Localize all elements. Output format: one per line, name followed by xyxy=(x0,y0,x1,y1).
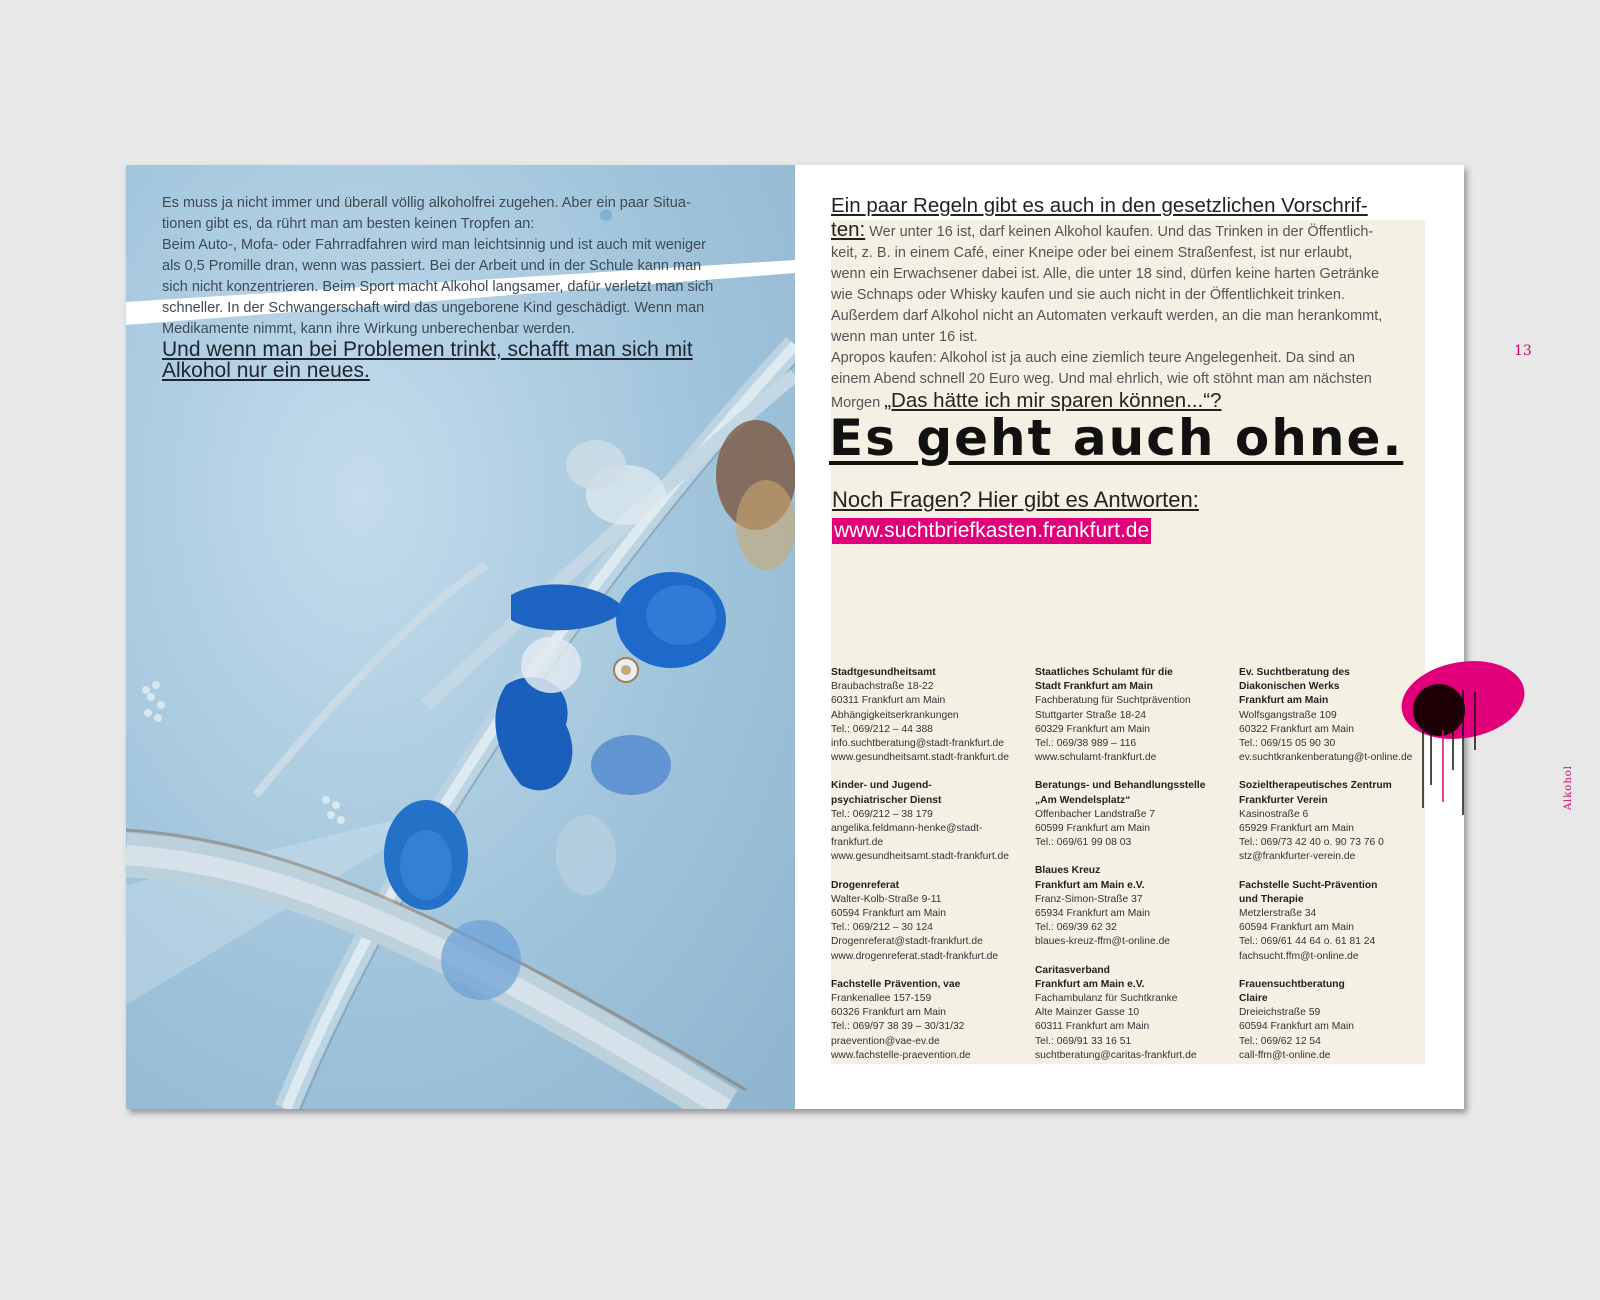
intro-line: wenn ein Erwachsener dabei ist. Alle, die unter 18 sind, dürfen keine harten Getränke xyxy=(831,266,1380,282)
contact-name: Frankfurt am Main e.V. xyxy=(1035,879,1145,891)
contact-line: Metzlerstraße 34 xyxy=(1239,908,1317,920)
contact-line[interactable]: blaues-kreuz-ffm@t-online.de xyxy=(1035,936,1171,948)
contact-name: Ev. Suchtberatung des xyxy=(1239,667,1350,678)
intro-line: wie Schnaps oder Whisky kaufen und sie auch nicht in der Öffentlichkeit trinken. xyxy=(831,287,1345,303)
contact-line: 60326 Frankfurt am Main xyxy=(831,1007,947,1019)
contact-name: Frankfurt am Main e.V. xyxy=(1035,978,1145,990)
contact-line: 60311 Frankfurt am Main xyxy=(1035,1021,1150,1033)
contact-line[interactable]: angelika.feldmann-henke@stadt- xyxy=(831,823,983,835)
contact-line: Tel.: 069/38 989 – 116 xyxy=(1035,738,1137,750)
contact-name: und Therapie xyxy=(1239,893,1304,905)
contact-name: „Am Wendelsplatz“ xyxy=(1035,794,1131,806)
contact-line: Tel.: 069/91 33 16 51 xyxy=(1035,1035,1132,1047)
questions-line: Noch Fragen? Hier gibt es Antworten: xyxy=(832,487,1199,512)
contact-entry xyxy=(1035,864,1235,949)
intro-line xyxy=(831,219,1425,243)
contact-line: Wolfsgangstraße 109 xyxy=(1239,709,1337,721)
contact-line[interactable]: stz@frankfurter-verein.de xyxy=(1239,851,1356,863)
contact-line: 60311 Frankfurt am Main xyxy=(831,695,946,707)
contact-line[interactable]: suchtberatung@caritas-frankfurt.de xyxy=(1035,1049,1197,1061)
contact-line[interactable]: info.suchtberatung@stadt-frankfurt.de xyxy=(831,738,1005,750)
contact-line[interactable]: praevention@vae-ev.de xyxy=(831,1035,940,1047)
contact-line[interactable]: www.gesundheitsamt.stadt-frankfurt.de xyxy=(831,851,1009,863)
contact-line[interactable]: call-ffm@t-online.de xyxy=(1239,1049,1331,1061)
contact-name: Caritasverband xyxy=(1035,964,1110,976)
contact-line: Tel.: 069/39 62 32 xyxy=(1035,922,1117,934)
contact-line[interactable]: Drogenreferat@stadt-frankfurt.de xyxy=(831,936,983,948)
contact-line: Tel.: 069/61 99 08 03 xyxy=(1035,837,1132,849)
contact-name: Claire xyxy=(1239,993,1268,1005)
contact-line: Tel.: 069/62 12 54 xyxy=(1239,1035,1321,1047)
contact-name: Stadtgesundheitsamt xyxy=(831,667,936,678)
contact-line: Stuttgarter Straße 18-24 xyxy=(1035,709,1147,721)
quote: „Das hätte ich mir sparen können...“? xyxy=(884,389,1222,412)
left-body-line: Medikamente nimmt, kann ihre Wirkung unberechenbar werden. xyxy=(162,321,575,337)
contact-line: Fachambulanz für Suchtkranke xyxy=(1035,993,1178,1005)
contact-line: Dreieichstraße 59 xyxy=(1239,1007,1321,1019)
contacts-column xyxy=(831,666,1031,1077)
contact-line: Abhängigkeitserkrankungen xyxy=(831,709,959,721)
contact-line: Frankenallee 157-159 xyxy=(831,993,932,1005)
main-headline: Es geht auch ohne. xyxy=(829,409,1404,467)
intro-line: Apropos kaufen: Alkohol ist ja auch eine ziemlich teure Angelegenheit. Da sind an xyxy=(831,350,1355,366)
contact-line: 65929 Frankfurt am Main xyxy=(1239,823,1355,835)
contact-line: Fachberatung für Suchtprävention xyxy=(1035,695,1191,707)
contact-name: Frankfurt am Main xyxy=(1239,695,1329,707)
contact-line: frankfurt.de xyxy=(831,837,884,849)
contact-line: Braubachstraße 18-22 xyxy=(831,681,934,693)
contact-name: Fachstelle Sucht-Prävention xyxy=(1239,879,1378,891)
contact-line: 60594 Frankfurt am Main xyxy=(1239,922,1355,934)
contact-entry xyxy=(1035,666,1235,765)
contact-name: psychiatrischer Dienst xyxy=(831,794,942,806)
contact-name: Frauensuchtberatung xyxy=(1239,978,1345,990)
intro-heading-end: ten: xyxy=(831,218,866,241)
magazine-spread xyxy=(126,165,1574,1109)
contact-line: 60594 Frankfurt am Main xyxy=(831,908,947,920)
left-body-line: tionen gibt es, da rührt man am besten keinen Tropfen an: xyxy=(162,216,535,232)
contact-line: Franz-Simon-Straße 37 xyxy=(1035,893,1143,905)
contact-entry xyxy=(831,978,1031,1063)
contact-name: Beratungs- und Behandlungsstelle xyxy=(1035,780,1206,792)
contact-line: Alte Mainzer Gasse 10 xyxy=(1035,1007,1140,1019)
side-label: Alkohol xyxy=(1563,765,1574,811)
contact-line[interactable]: www.fachstelle-praevention.de xyxy=(831,1049,971,1061)
contact-line: Kasinostraße 6 xyxy=(1239,808,1309,820)
contact-line[interactable]: fachsucht.ffm@t-online.de xyxy=(1239,950,1359,962)
left-page xyxy=(126,165,795,1109)
left-body-text xyxy=(162,193,752,340)
intro-line: einem Abend schnell 20 Euro weg. Und mal ehrlich, wie oft stöhnt man am nächsten xyxy=(831,371,1372,387)
left-heading xyxy=(162,339,762,381)
contact-line[interactable]: www.schulamt-frankfurt.de xyxy=(1035,752,1157,764)
contact-name: Frankfurter Verein xyxy=(1239,794,1328,806)
contact-entry xyxy=(1035,779,1235,850)
contact-entry xyxy=(1239,779,1439,864)
contact-entry xyxy=(1239,978,1439,1063)
contact-entry xyxy=(831,779,1031,864)
contact-name: Diakonischen Werks xyxy=(1239,681,1340,693)
left-heading-line: Alkohol nur ein neues. xyxy=(162,359,370,382)
left-body-line: schneller. In der Schwangerschaft wird das ungeborene Kind geschädigt. Wenn man xyxy=(162,300,705,316)
intro-line-text: Morgen xyxy=(831,395,885,411)
intro-line: Außerdem darf Alkohol nicht an Automaten verkauft werden, an die man herankommt, xyxy=(831,308,1383,324)
contact-line: Tel.: 069/212 – 30 124 xyxy=(831,922,933,934)
contact-name: Drogenreferat xyxy=(831,879,900,891)
contact-line: Tel.: 069/212 – 38 179 xyxy=(831,808,933,820)
contact-line[interactable]: www.gesundheitsamt.stadt-frankfurt.de xyxy=(831,752,1009,764)
contact-entry xyxy=(1035,964,1235,1063)
contact-name: Fachstelle Prävention, vae xyxy=(831,978,961,990)
contact-line: 60322 Frankfurt am Main xyxy=(1239,723,1355,735)
left-body-line: sich nicht konzentrieren. Beim Sport macht Alkohol langsamer, dafür verletzt man sich xyxy=(162,279,714,295)
contacts-column xyxy=(1035,666,1235,1077)
contact-entry xyxy=(1239,666,1439,765)
contact-line: 65934 Frankfurt am Main xyxy=(1035,908,1151,920)
contact-name: Blaues Kreuz xyxy=(1035,865,1101,877)
contact-line: Walter-Kolb-Straße 9-11 xyxy=(831,893,942,905)
intro-text xyxy=(831,195,1425,414)
intro-line: keit, z. B. in einem Café, einer Kneipe oder bei einem Straßenfest, ist nur erlaubt, xyxy=(831,245,1353,261)
contact-name: Stadt Frankfurt am Main xyxy=(1035,681,1153,693)
left-heading-line: Und wenn man bei Problemen trinkt, schafft man sich mit xyxy=(162,338,693,361)
contact-line[interactable]: www.drogenreferat.stadt-frankfurt.de xyxy=(831,950,999,962)
contact-line: Tel.: 069/97 38 39 – 30/31/32 xyxy=(831,1021,965,1033)
contact-entry xyxy=(831,879,1031,964)
contact-name: Staatliches Schulamt für die xyxy=(1035,667,1173,678)
contact-entry xyxy=(831,666,1031,765)
intro-line: wenn man unter 16 ist. xyxy=(831,329,978,345)
intro-heading-line xyxy=(831,195,1425,219)
contact-line: 60599 Frankfurt am Main xyxy=(1035,823,1151,835)
contact-line: Tel.: 069/61 44 64 o. 61 81 24 xyxy=(1239,936,1376,948)
contact-entry xyxy=(1239,879,1439,964)
contact-line: Tel.: 069/212 – 44 388 xyxy=(831,723,933,735)
left-body-line: Es muss ja nicht immer und überall völlig alkoholfrei zugehen. Aber ein paar Situa- xyxy=(162,195,691,211)
contact-line: 60594 Frankfurt am Main xyxy=(1239,1021,1355,1033)
contact-line: Tel.: 069/15 05 90 30 xyxy=(1239,738,1336,750)
contact-line: 60329 Frankfurt am Main xyxy=(1035,723,1151,735)
left-body-line: Beim Auto-, Mofa- oder Fahrradfahren wird man leichtsinnig und ist auch mit weniger xyxy=(162,237,707,253)
website-link[interactable]: www.suchtbriefkasten.frankfurt.de xyxy=(834,519,1150,542)
contacts-column xyxy=(1239,666,1439,1077)
contact-name: Kinder- und Jugend- xyxy=(831,780,932,792)
contact-line: Tel.: 069/73 42 40 o. 90 73 76 0 xyxy=(1239,837,1384,849)
contact-line: Offenbacher Landstraße 7 xyxy=(1035,808,1156,820)
intro-line-text: Wer unter 16 ist, darf keinen Alkohol kaufen. Und das Trinken in der Öffentlich- xyxy=(865,224,1374,240)
contact-name: Sozieltherapeutisches Zentrum xyxy=(1239,780,1392,792)
contact-line[interactable]: ev.suchtkrankenberatung@t-online.de xyxy=(1239,752,1413,764)
left-body-line: als 0,5 Promille dran, wenn was passiert. Bei der Arbeit und in der Schule kann man xyxy=(162,258,702,274)
page-number: 13 xyxy=(1514,343,1532,359)
intro-heading: Ein paar Regeln gibt es auch in den gesetzlichen Vorschrif- xyxy=(831,194,1368,217)
